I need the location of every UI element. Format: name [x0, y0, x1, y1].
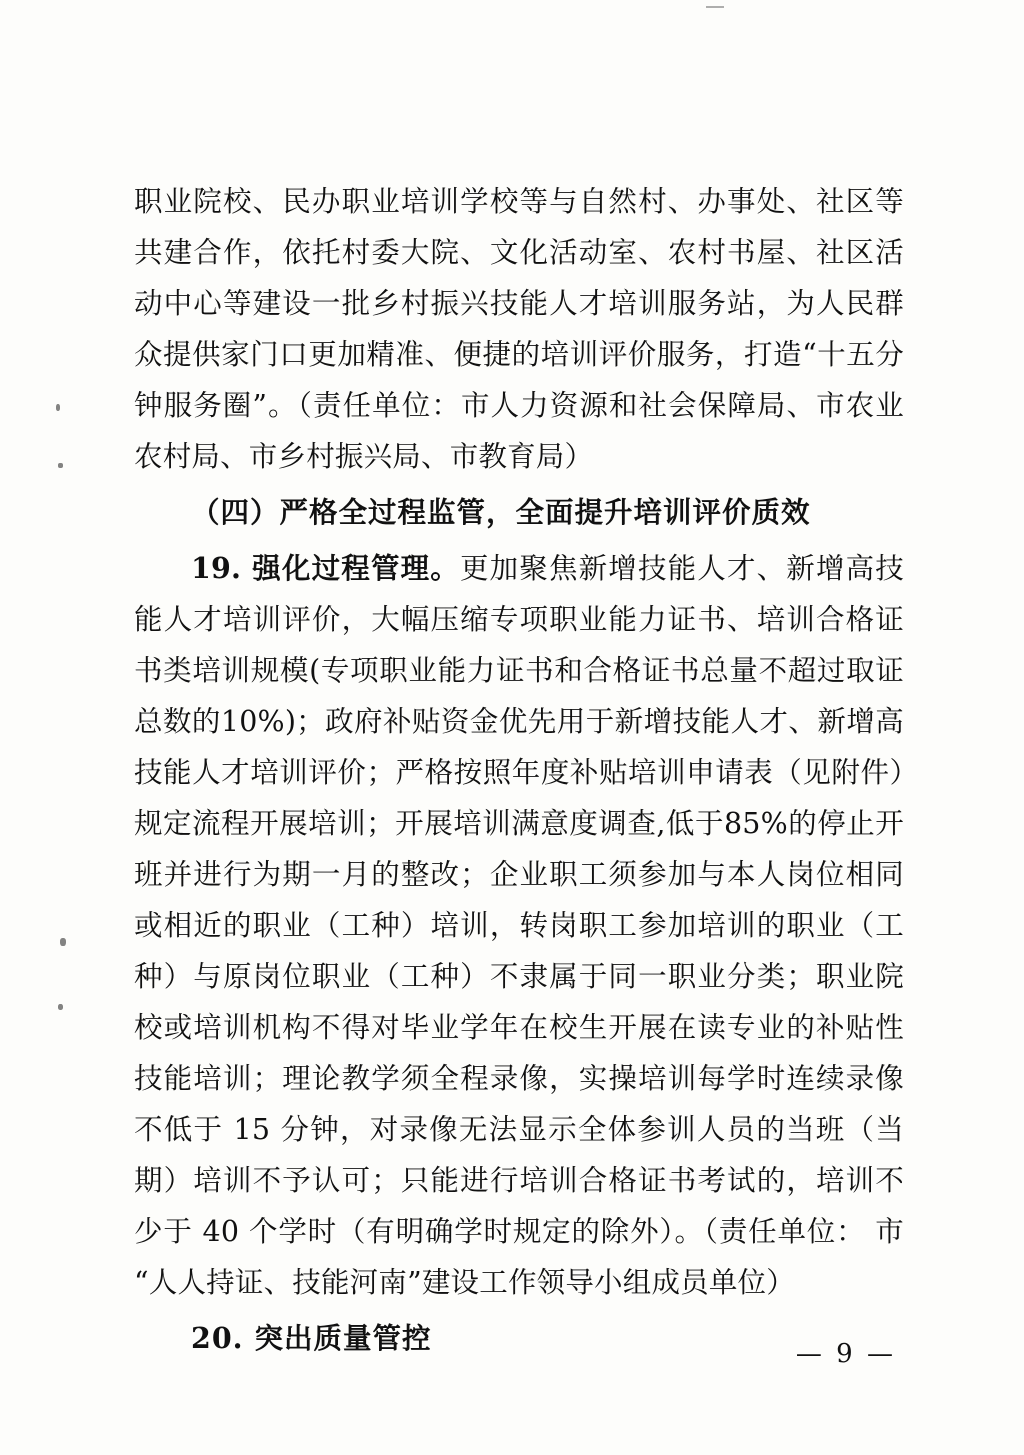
page-body [134, 176, 904, 1364]
paragraph-continued: 职业院校、民办职业培训学校等与自然村、办事处、社区等共建合作，依托村委大院、文化活动室、农村书屋、社区活动中心等建设一批乡村振兴技能人才培训服务站，为人民群众提供家门口更加精准、便捷的培训评价服务，打造“十五分钟服务圈”。（责任单位：市人力资源和社会保障局、市农业农村局、市乡村振兴局、市教育局） [134, 185, 904, 473]
item-19-text: 更加聚焦新增技能人才、新增高技能人才培训评价，大幅压缩专项职业能力证书、培训合格证书类培训规模(专项职业能力证书和合格证书总量不超过取证总数的10%)；政府补贴资金优先用于新增技能人才、新增高技能人才培训评价；严格按照年度补贴培训申请表（见附件）规定流程开展培训；开展培训满意度调查,低于85%的停止开班并进行为期一月的整改；企业职工须参加与本人岗位相同或相近的职业（工种）培训，转岗职工参加培训的职业（工种）与原岗位职业（工种）不隶属于同一职业分类；职业院校或培训机构不得对毕业学年在校生开展在读专业的补贴性技能培训；理论教学须全程录像，实操培训每学时连续录像不低于 15 分钟，对录像无法显示全体参训人员的当班（当期）培训不予认可；只能进行培训合格证书考试的，培训不少于 40 个学时（有明确学时规定的除外）。（责任单位： 市“人人持证、技能河南”建设工作领导小组成员单位） [134, 552, 904, 1299]
item-19-lead: 19. 强化过程管理。 [191, 551, 460, 585]
scan-speck [58, 463, 63, 468]
scan-speck [58, 1004, 63, 1010]
scan-speck [60, 938, 66, 946]
paragraph-item-19 [134, 543, 904, 1308]
page-number: — 9 — [795, 1339, 896, 1369]
scan-speck [56, 404, 60, 411]
section-heading-four: （四）严格全过程监管，全面提升培训评价质效 [191, 495, 811, 529]
scanner-artifact-top [706, 6, 724, 8]
paragraph-item-20: 20. 突出质量管控 [191, 1321, 432, 1355]
